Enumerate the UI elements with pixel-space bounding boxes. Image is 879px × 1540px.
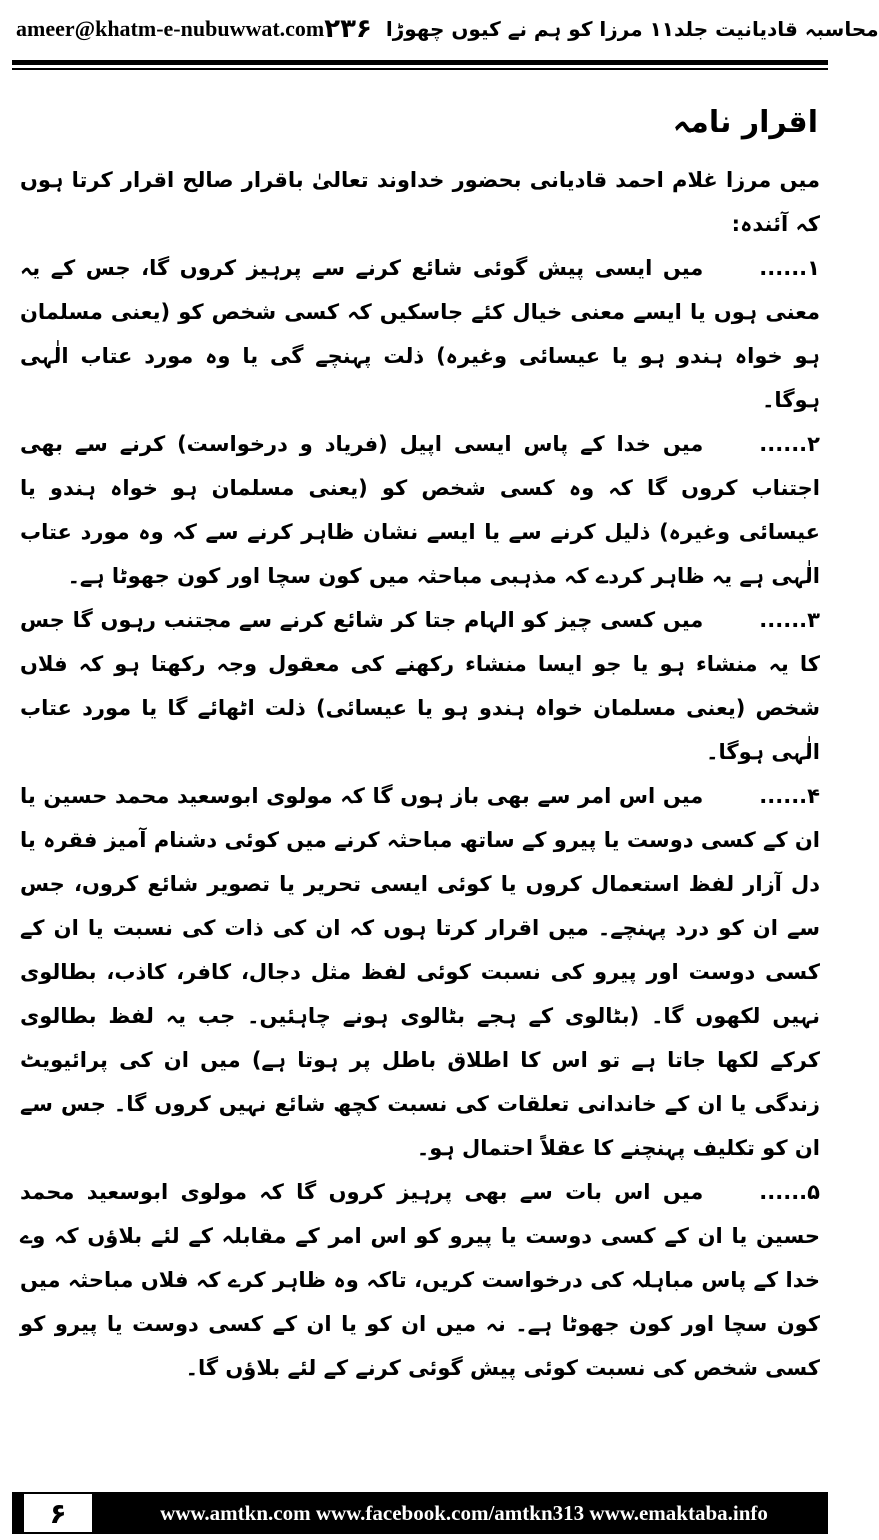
section-heading: اقرار نامہ [672,105,818,140]
list-item [20,774,820,1170]
item-number: ۴...... [759,784,820,808]
page-footer [0,1484,840,1540]
header-rule-thin [12,68,828,70]
list-item [20,246,820,422]
footer-page-number: ۶ [22,1492,94,1534]
item-text: میں خدا کے پاس ایسی اپیل (فریاد و درخواست) کرنے سے بھی اجتناب کروں گا کہ وہ کسی شخص کو (یعنی مسلمان ہو خواہ ہندو یا عیسائی وغیرہ) ذلیل کرنے سے یا ایسے نشان ظاہر کرنے سے کہ وہ مورد عتاب الٰہی ہے یہ ظاہر کردے کہ مذہبی مباحثہ میں کون سچا اور کون جھوٹا ہے۔ [20,432,820,588]
item-text: میں اس بات سے بھی پرہیز کروں گا کہ مولوی ابوسعید محمد حسین یا ان کے کسی دوست یا پیرو کو اس امر کے مقابلہ کے لئے بلاؤں کہ وے خدا کے پاس مباہلہ کی درخواست کریں، تاکہ وہ ظاہر کرے کہ فلاں مباحثہ میں کون سچا اور کون جھوٹا ہے۔ نہ میں ان کو یا ان کے کسی دوست یا پیرو کو کسی شخص کی نسبت کوئی پیش گوئی کرنے کے لئے بلاؤں گا۔ [20,1180,820,1380]
item-text: میں اس امر سے بھی باز ہوں گا کہ مولوی ابوسعید محمد حسین یا ان کے کسی دوست یا پیرو کے ساتھ مباحثہ کرنے میں کوئی دشنام آمیز فقرہ یا دل آزار لفظ استعمال کروں یا کوئی ایسی تحریر یا تصویر شائع کروں، جس سے ان کو درد پہنچے۔ میں اقرار کرتا ہوں کہ ان کی ذات کی نسبت یا ان کے کسی دوست اور پیرو کی نسبت کوئی لفظ مثل دجال، کافر، کاذب، بطالوی نہیں لکھوں گا۔ (بٹالوی کے ہجے بٹالوی ہونے چاہئیں۔ جب یہ لفظ بطالوی کرکے لکھا جاتا ہے تو اس کا اطلاق باطل پر ہوتا ہے) میں ان کی پرائیویٹ زندگی یا ان کے خاندانی تعلقات کی نسبت کچھ شائع نہیں کروں گا۔ جس سے ان کو تکلیف پہنچنے کا عقلاً احتمال ہو۔ [20,784,820,1160]
list-item [20,1170,820,1390]
item-number: ۲...... [759,432,820,456]
book-title: محاسبہ قادیانیت جلد۱۱ مرزا کو ہم نے کیوں چھوڑا [385,17,879,41]
header-rule-thick [12,60,828,65]
list-item [20,598,820,774]
page-header [0,0,879,58]
header-title-group [324,14,878,44]
item-text: میں کسی چیز کو الہام جتا کر شائع کرنے سے مجتنب رہوں گا جس کا یہ منشاء ہو یا جو ایسا منشاء رکھنے کی معقول وجہ رکھتا ہو کہ فلاں شخص (یعنی مسلمان خواہ ہندو ہو یا عیسائی) ذلت اٹھائے گا یا مورد عتاب الٰہی ہوگا۔ [20,608,820,764]
item-text: میں ایسی پیش گوئی شائع کرنے سے پرہیز کروں گا، جس کے یہ معنی ہوں یا ایسے معنی خیال کئے جاسکیں کہ کسی شخص کو (یعنی مسلمان ہو خواہ ہندو ہو یا عیسائی وغیرہ) ذلت پہنچے گی یا وہ مورد عتاب الٰہی ہوگا۔ [20,256,820,412]
footer-links: www.amtkn.com www.facebook.com/amtkn313 www.emaktaba.info [160,1500,768,1525]
list-item [20,422,820,598]
header-page-number: ۲۳۶ [324,14,372,44]
intro-paragraph: میں مرزا غلام احمد قادیانی بحضور خداوند تعالیٰ باقرار صالح اقرار کرتا ہوں کہ آئندہ: [20,168,820,236]
header-email: ameer@khatm-e-nubuwwat.com [16,16,325,41]
item-number: ۳...... [759,608,820,632]
item-number: ۵...... [759,1180,820,1204]
item-number: ۱...... [759,256,820,280]
page-content [20,92,820,1390]
